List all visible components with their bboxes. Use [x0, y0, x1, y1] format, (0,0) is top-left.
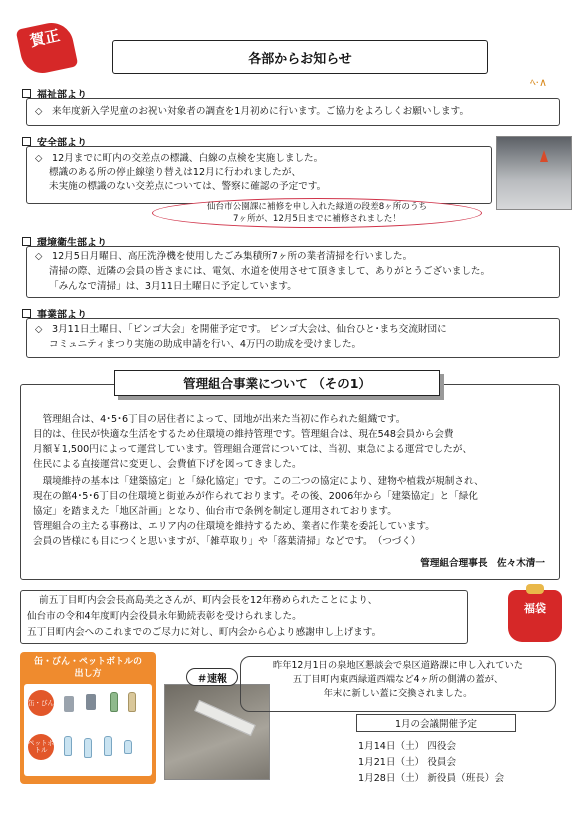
section-box-fukushi [26, 98, 560, 126]
can-icon [64, 696, 74, 712]
schedule-item: 1月14日（土） 四役会 [358, 741, 457, 752]
text-line: 清掃の際、近隣の会員の皆さまには、電気、水道を使用させて頂きまして、ありがとうございました。 [49, 266, 491, 277]
signature: 管理組合理事長 佐々木清一 [420, 558, 545, 569]
page-title: 各部からお知らせ [112, 40, 488, 74]
text-line: ◇ 来年度新入学児童のお祝い対象者の調査を1月初めに行います。ご協力をよろしくお願いします。 [35, 106, 470, 117]
section-head-label: 環境衛生部より [37, 238, 107, 249]
text-line: ◇ 12月5日月曜日、高圧洗浄機を使用したごみ集積所7ヶ所の業者清掃を行いました。 [35, 251, 413, 262]
checkbox-square-icon [22, 237, 31, 246]
text-line: 住民による直接運営に変更し、会費値下げを図ってきました。 [33, 459, 302, 470]
poster-title [24, 656, 152, 680]
text-line: 月額￥1,500円によって運営しています。管理組合運営については、当初、東急による運営でしたが、 [33, 444, 473, 455]
kumiai-heading: 管理組合事業について （その1） [114, 370, 440, 396]
checkbox-square-icon [22, 89, 31, 98]
checkbox-square-icon [22, 137, 31, 146]
fukubukuro-icon: 福袋 [508, 590, 562, 642]
recycling-poster [20, 652, 156, 784]
news-line: 年末に新しい蓋に交換されました。 [323, 688, 473, 699]
news-line: 五丁目町内東西緑道西端など4ヶ所の側溝の蓋が、 [292, 674, 504, 685]
section-box-jigyo [26, 318, 560, 358]
kumiai-box [20, 384, 560, 580]
text-line: ◇ 12月までに町内の交差点の標識、白線の点検を実施しました。 [35, 153, 324, 164]
section-box-anzen [26, 146, 492, 204]
news-line: 昨年12月1日の泉地区懇談会で泉区道路課に申し入れていた [272, 660, 524, 671]
schedule-item: 1月21日（土） 役員会 [358, 757, 457, 768]
text-line: 管理組合は、4･5･6丁目の居住者によって、団地が出来た当初に作られた組織です。 [33, 414, 406, 425]
text-line: 会員の皆様にも目につくと思いますが、「雑草取り」や「落葉清掃」などです。 （つづく） [33, 536, 421, 547]
text-line: 「みんなで清掃」は、3月11日土曜日に予定しています。 [49, 281, 297, 292]
pet-bottle-icon [84, 738, 92, 758]
can-bin-tag: 缶・びん [28, 690, 54, 716]
repair-callout [152, 198, 482, 228]
section-head-label: 安全部より [37, 138, 87, 149]
schedule-title: 1月の会議開催予定 [356, 714, 516, 732]
crosswalk-photo [496, 136, 572, 210]
text-line: 標識のある所の停止線塗り替えは12月に行われましたが、 [49, 167, 302, 178]
checkbox-square-icon [22, 309, 31, 318]
section-head-label: 事業部より [37, 310, 87, 321]
text-line: 管理組合の主たる事務は、エリア内の住環境を維持するため、業者に作業を委託しています。 [33, 521, 435, 532]
text-line: 現在の館4･5･6丁目の住環境と街並みが作られております。その後、2006年から「建築協定」と「緑化 [33, 491, 478, 502]
schedule-item: 1月28日（土） 新役員（班長）会 [358, 773, 505, 784]
section-box-kankyo [26, 246, 560, 298]
poster-title-line: 缶・びん・ペットボトルの [33, 657, 142, 667]
text-line: ◇ 3月11日土曜日、「ビンゴ大会」を開催予定です。 ビンゴ大会は、仙台ひと･まち交流財団に [35, 324, 447, 335]
pet-bottle-tag: ペットボトル [28, 734, 54, 760]
text-line: 仙台市の令和4年度町内会役員永年勤続表彰を受けられました。 [27, 611, 302, 622]
glass-bottle-icon [110, 692, 118, 712]
pet-bottle-icon [64, 736, 72, 756]
text-line: 環境維持の基本は「建築協定」と「緑化協定」です。この二つの協定により、建物や植栽が規制され、 [33, 476, 484, 487]
text-line: コミュニティまつり実施の助成申請を行い、4万円の助成を受けました。 [49, 339, 362, 350]
glass-bottle-icon [128, 692, 136, 712]
news-bubble [240, 656, 556, 712]
text-line: 五丁目町内会へのこれまでのご尽力に対し、町内会から心より感謝申し上げます。 [27, 627, 382, 638]
section-head-label: 福祉部より [37, 90, 87, 101]
poster-title-line: 出し方 [74, 669, 102, 679]
can-icon [86, 694, 96, 710]
text-line: 目的は、住民が快適な生活をするため住環境の維持管理です。管理組合は、現在548会員から会費 [33, 429, 454, 440]
text-line: 協定」を踏まえた「地区計画」となり、仙台市で条例を制定し運用されております。 [33, 506, 397, 517]
breaking-news-badge: ＃速報 [186, 668, 238, 686]
decoration-mark: ﾍ·∧ [530, 76, 548, 89]
new-year-stamp: 賀正 [16, 19, 79, 77]
callout-line: 仙台市公園課に補修を申し入れた緑道の段差8ヶ所のうち [206, 202, 428, 212]
crushed-bottle-icon [124, 740, 132, 754]
pet-bottle-icon [104, 736, 112, 756]
poster-illustration [24, 684, 152, 776]
text-line: 前五丁目町内会会長高島美之さんが、町内会長を12年務められたことにより、 [39, 595, 378, 606]
award-box [20, 590, 468, 644]
text-line: 未実施の標識のない交差点については、警察に確認の予定です。 [49, 181, 327, 192]
callout-line: 7ヶ所が、12月5日までに補修されました！ [233, 214, 401, 224]
